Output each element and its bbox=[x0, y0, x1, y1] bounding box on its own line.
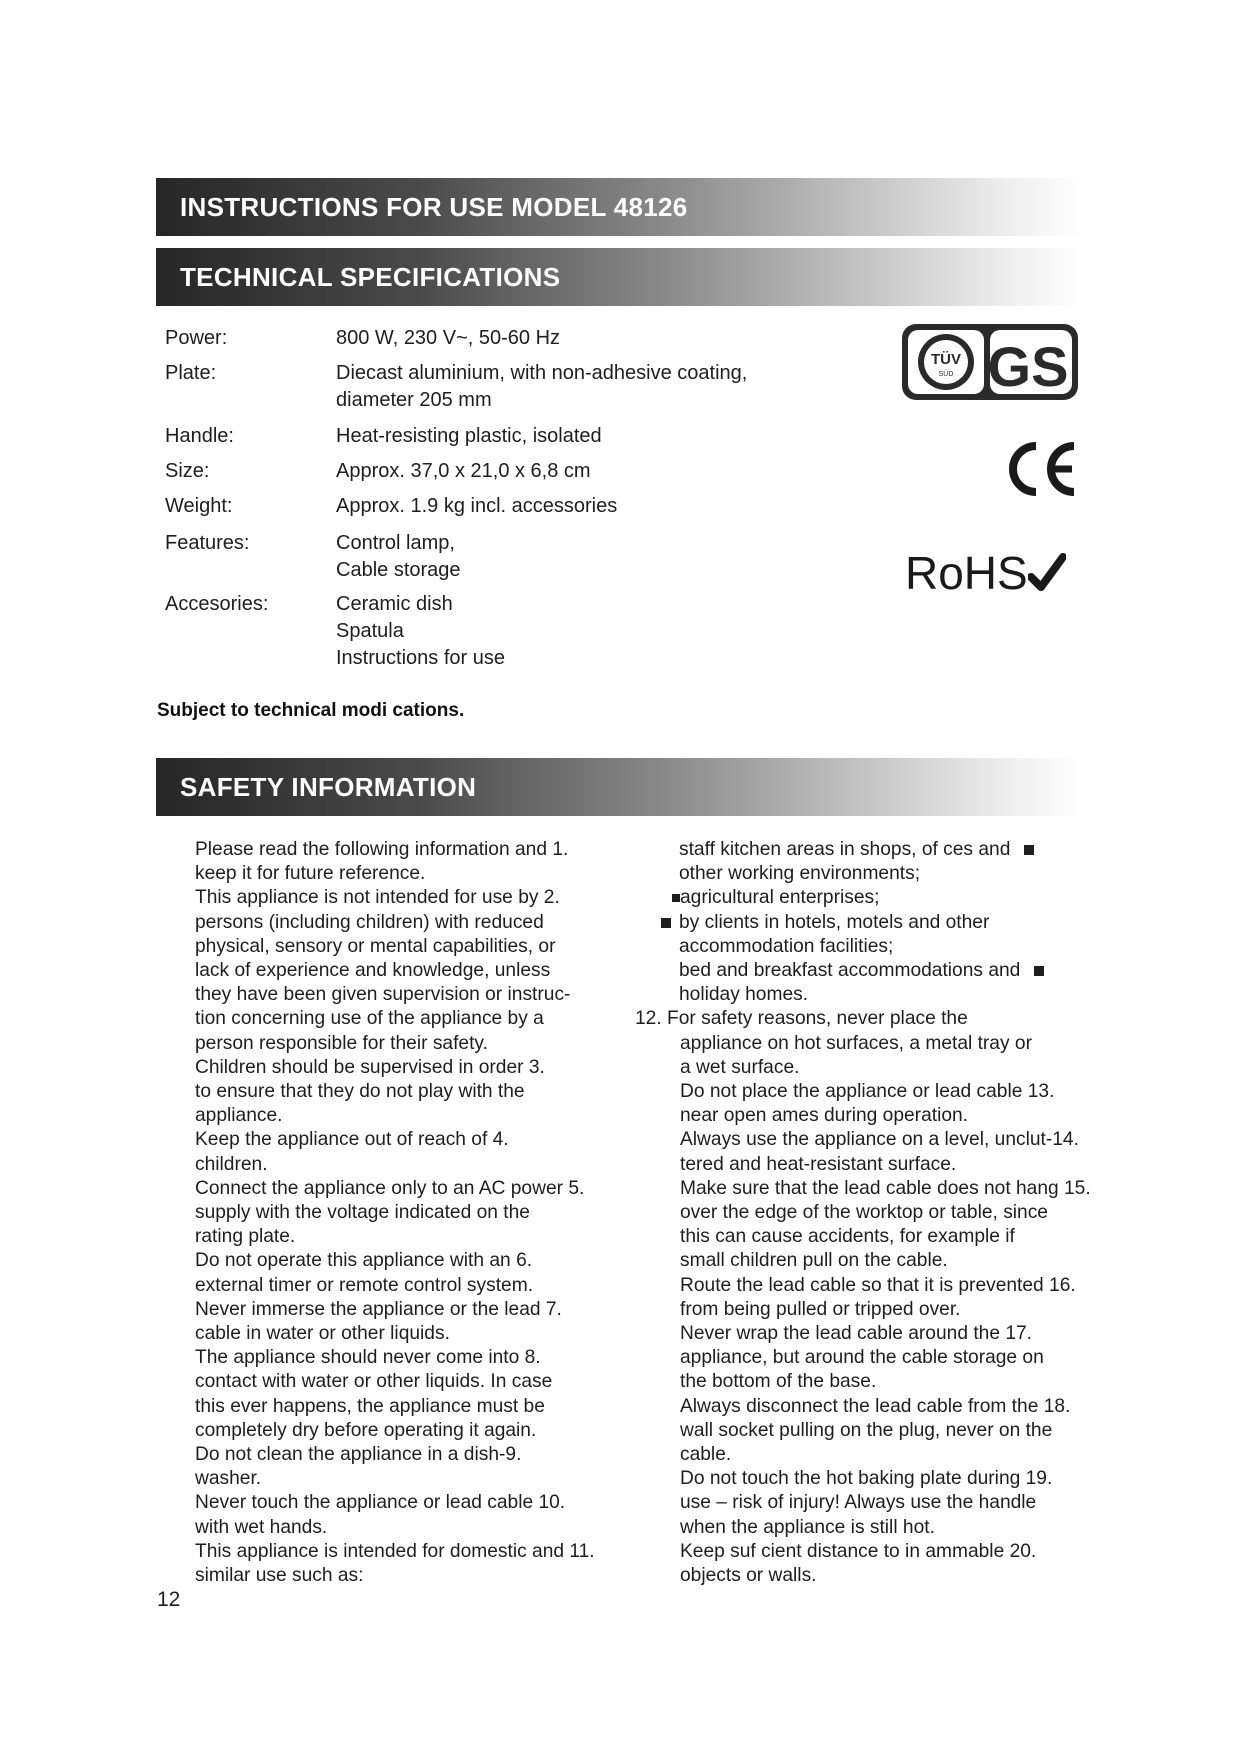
spec-label-accessories: Accesories: bbox=[165, 593, 269, 615]
safety-bullet-line bbox=[638, 959, 1148, 983]
safety-line: Never touch the appliance or lead cable 10. bbox=[195, 1492, 566, 1514]
safety-line: Never immerse the appliance or the lead 7. bbox=[195, 1298, 562, 1320]
safety-line: contact with water or other liquids. In case bbox=[195, 1371, 553, 1393]
rohs-mark bbox=[905, 548, 1066, 598]
safety-line: washer. bbox=[195, 1468, 262, 1490]
tech-specs-heading: TECHNICAL SPECIFICATIONS bbox=[180, 262, 561, 292]
technical-note: Subject to technical modi cations. bbox=[157, 700, 465, 721]
safety-line: Do not touch the hot baking plate during 19. bbox=[680, 1468, 1053, 1490]
spec-value-size: Approx. 37,0 x 21,0 x 6,8 cm bbox=[336, 460, 591, 482]
safety-line: keep it for future reference. bbox=[195, 863, 426, 885]
spec-label-size: Size: bbox=[165, 460, 210, 482]
spec-value-handle: Heat-resisting plastic, isolated bbox=[336, 425, 602, 447]
safety-line: Always use the appliance on a level, unclut-14. bbox=[680, 1129, 1079, 1151]
safety-line: lack of experience and knowledge, unless bbox=[195, 960, 551, 982]
safety-line: with wet hands. bbox=[195, 1516, 328, 1538]
safety-line: appliance. bbox=[195, 1105, 283, 1127]
safety-line: Do not place the appliance or lead cable 13. bbox=[680, 1081, 1055, 1103]
safety-line: Never wrap the lead cable around the 17. bbox=[680, 1323, 1032, 1345]
spec-value-accessories-2: Spatula bbox=[336, 620, 404, 642]
safety-line: Please read the following information and 1. bbox=[195, 839, 569, 860]
safety-line: this ever happens, the appliance must be bbox=[195, 1395, 545, 1417]
safety-line: Keep the appliance out of reach of 4. bbox=[195, 1129, 509, 1151]
spec-label-power: Power: bbox=[165, 327, 228, 349]
safety-line: to ensure that they do not play with the bbox=[195, 1081, 525, 1103]
safety-line: Route the lead cable so that it is prevented 16. bbox=[680, 1274, 1076, 1296]
safety-line: cable. bbox=[680, 1444, 732, 1466]
safety-line: when the appliance is still hot. bbox=[680, 1516, 935, 1538]
safety-line: they have been given supervision or instruc- bbox=[195, 984, 571, 1006]
spec-value-accessories-1: Ceramic dish bbox=[336, 593, 453, 615]
safety-line: This appliance is intended for domestic and 11. bbox=[195, 1540, 595, 1562]
safety-banner bbox=[156, 758, 1086, 816]
safety-line: tion concerning use of the appliance by a bbox=[195, 1008, 544, 1030]
bullet-icon bbox=[1024, 845, 1034, 855]
safety-line: similar use such as: bbox=[195, 1565, 364, 1587]
safety-line: from being pulled or tripped over. bbox=[680, 1298, 961, 1320]
safety-line: The appliance should never come into 8. bbox=[195, 1347, 541, 1369]
safety-bullet-line bbox=[638, 911, 1148, 935]
safety-line: Make sure that the lead cable does not hang 15. bbox=[680, 1177, 1091, 1199]
tuv-sub-text: SÜD bbox=[938, 371, 954, 378]
page-title: INSTRUCTIONS FOR USE MODEL 48126 bbox=[180, 192, 688, 222]
safety-heading: SAFETY INFORMATION bbox=[180, 772, 477, 802]
spec-value-weight: Approx. 1.9 kg incl. accessories bbox=[336, 495, 618, 517]
safety-line: supply with the voltage indicated on the bbox=[195, 1202, 530, 1224]
safety-line: near open ames during operation. bbox=[680, 1105, 969, 1127]
spec-label-handle: Handle: bbox=[165, 425, 234, 447]
safety-line: 12. For safety reasons, never place the bbox=[635, 1008, 968, 1030]
safety-line: appliance on hot surfaces, a metal tray or bbox=[680, 1032, 1032, 1054]
safety-line: bed and breakfast accommodations and bbox=[679, 960, 1021, 982]
tuv-text: TÜV bbox=[931, 351, 961, 368]
safety-line: accommodation facilities; bbox=[679, 935, 894, 957]
safety-line: use – risk of injury! Always use the handle bbox=[680, 1492, 1037, 1514]
safety-line: This appliance is not intended for use by 2. bbox=[195, 887, 560, 909]
safety-line: external timer or remote control system. bbox=[195, 1274, 534, 1296]
safety-line: by clients in hotels, motels and other bbox=[679, 911, 990, 933]
safety-line: Connect the appliance only to an AC power 5. bbox=[195, 1177, 585, 1199]
bullet-icon bbox=[672, 894, 680, 902]
safety-line: Do not clean the appliance in a dish-9. bbox=[195, 1444, 522, 1466]
checkmark-icon bbox=[1028, 553, 1066, 593]
safety-line: the bottom of the base. bbox=[680, 1371, 877, 1393]
spec-value-power: 800 W, 230 V~, 50-60 Hz bbox=[336, 327, 561, 349]
bullet-icon bbox=[1034, 966, 1044, 976]
safety-line: tered and heat-resistant surface. bbox=[680, 1153, 957, 1175]
spec-value-features-1: Control lamp, bbox=[336, 532, 455, 554]
spec-label-plate: Plate: bbox=[165, 362, 217, 384]
safety-line: agricultural enterprises; bbox=[680, 887, 880, 909]
safety-bullet-line bbox=[638, 886, 1148, 910]
ce-mark bbox=[1002, 440, 1080, 498]
bullet-icon bbox=[661, 918, 671, 928]
safety-line: physical, sensory or mental capabilities, or bbox=[195, 935, 556, 957]
safety-line: completely dry before operating it again. bbox=[195, 1419, 537, 1441]
safety-line: this can cause accidents, for example if bbox=[680, 1226, 1015, 1248]
spec-label-features: Features: bbox=[165, 532, 250, 554]
safety-line: small children pull on the cable. bbox=[680, 1250, 948, 1272]
safety-line: persons (including children) with reduced bbox=[195, 911, 544, 933]
spec-value-plate-1: Diecast aluminium, with non-adhesive coating, bbox=[336, 362, 748, 384]
safety-line: a wet surface. bbox=[680, 1056, 800, 1078]
spec-value-plate-2: diameter 205 mm bbox=[336, 389, 492, 411]
spec-value-features-2: Cable storage bbox=[336, 559, 461, 581]
safety-line: over the edge of the worktop or table, since bbox=[680, 1202, 1048, 1224]
page-number: 12 bbox=[157, 1588, 181, 1611]
safety-line: Do not operate this appliance with an 6. bbox=[195, 1250, 533, 1272]
rohs-text: RoHS bbox=[905, 547, 1028, 599]
safety-line: wall socket pulling on the plug, never on the bbox=[680, 1419, 1053, 1441]
spec-value-accessories-3: Instructions for use bbox=[336, 647, 505, 669]
safety-line: staff kitchen areas in shops, of ces and bbox=[679, 839, 1011, 860]
safety-line: rating plate. bbox=[195, 1226, 296, 1248]
safety-line: person responsible for their safety. bbox=[195, 1032, 488, 1054]
safety-left-column bbox=[195, 838, 675, 1588]
safety-line: other working environments; bbox=[679, 863, 921, 885]
safety-line: Always disconnect the lead cable from the 18. bbox=[680, 1395, 1071, 1417]
tech-specs-banner bbox=[156, 248, 1086, 306]
safety-line: cable in water or other liquids. bbox=[195, 1323, 450, 1345]
safety-line: children. bbox=[195, 1153, 268, 1175]
title-banner bbox=[156, 178, 1086, 236]
safety-line: appliance, but around the cable storage on bbox=[680, 1347, 1044, 1369]
safety-line: objects or walls. bbox=[680, 1565, 817, 1587]
safety-right-column bbox=[635, 838, 1148, 1588]
gs-text: GS bbox=[987, 335, 1069, 398]
spec-label-weight: Weight: bbox=[165, 495, 233, 517]
safety-bullet-line bbox=[638, 838, 1148, 862]
safety-line: holiday homes. bbox=[679, 984, 809, 1006]
safety-line: Keep suf cient distance to in ammable 20. bbox=[680, 1540, 1037, 1562]
tuv-gs-logo bbox=[900, 322, 1080, 402]
safety-line: Children should be supervised in order 3. bbox=[195, 1056, 545, 1078]
